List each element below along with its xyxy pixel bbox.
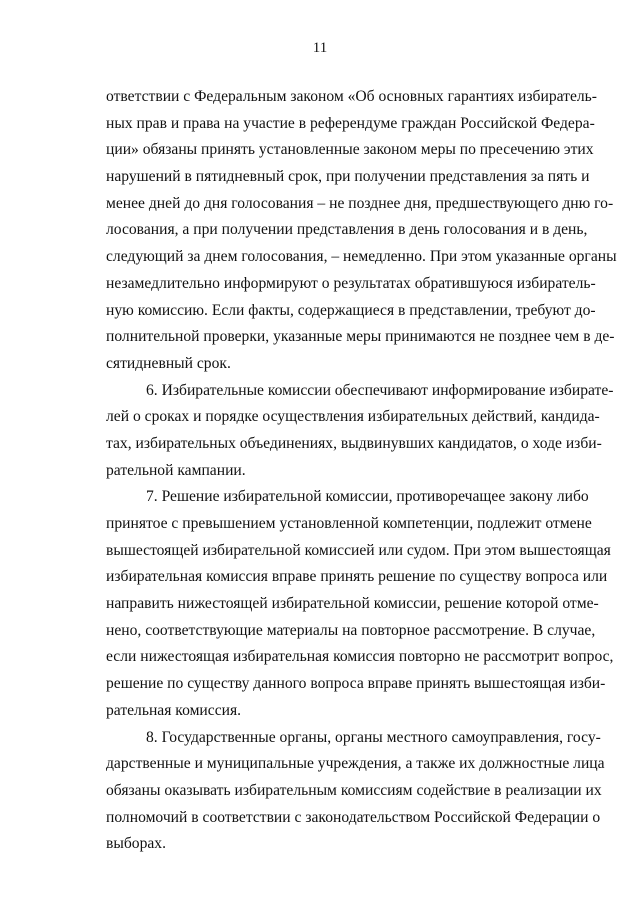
paragraph-continuation — [106, 84, 617, 378]
text-line: незамедлительно информируют о результатах обратившуюся избиратель- — [106, 274, 596, 292]
text-line: рательная комиссия. — [106, 701, 242, 719]
text-line: избирательная комиссия вправе принять решение по существу вопроса или — [106, 568, 608, 586]
text-line: ответствии с Федеральным законом «Об основных гарантиях избиратель- — [106, 88, 597, 105]
text-line: нено, соответствующие материалы на повторное рассмотрение. В случае, — [106, 621, 596, 639]
text-line: решение по существу данного вопроса вправе принять вышестоящая изби- — [106, 675, 606, 693]
page-number: 11 — [312, 40, 328, 56]
text-line: ции» обязаны принять установленные законом меры по пресечению этих — [106, 141, 594, 159]
text-line: 6. Избирательные комиссии обеспечивают информирование избирате- — [146, 381, 614, 399]
paragraph-item-8 — [106, 725, 605, 858]
text-line: полнительной проверки, указанные меры принимаются не позднее чем в де- — [106, 328, 615, 346]
text-line: ную комиссию. Если факты, содержащиеся в представлении, требуют до- — [106, 301, 596, 319]
text-line: рательной кампании. — [106, 461, 246, 479]
text-line: следующий за днем голосования, – немедленно. При этом указанные органы — [106, 248, 617, 266]
text-line: дарственные и муниципальные учреждения, а также их должностные лица — [106, 755, 605, 773]
text-line: если нижестоящая избирательная комиссия повторно не рассмотрит вопрос, — [106, 648, 614, 666]
text-line: ных прав и права на участие в референдуме граждан Российской Федера- — [106, 114, 595, 132]
text-line: полномочий в соответствии с законодательством Российской Федерации о — [106, 808, 601, 826]
document-body — [106, 84, 617, 858]
text-line: направить нижестоящей избирательной комиссии, решение которой отме- — [106, 595, 599, 613]
text-line: выборах. — [106, 835, 166, 853]
text-line: обязаны оказывать избирательным комиссиям содействие в реализации их — [106, 781, 602, 799]
text-line: 8. Государственные органы, органы местного самоуправления, госу- — [146, 728, 601, 746]
text-line: менее дней до дня голосования – не позднее дня, предшествующего дню го- — [106, 194, 614, 212]
text-line: тах, избирательных объединениях, выдвинувших кандидатов, о ходе изби- — [106, 434, 602, 452]
text-line: 7. Решение избирательной комиссии, противоречащее закону либо — [146, 488, 589, 506]
paragraph-item-7 — [106, 484, 614, 724]
paragraph-item-6 — [106, 378, 614, 485]
text-line: лей о сроках и порядке осуществления избирательных действий, кандида- — [106, 408, 600, 426]
text-line: вышестоящей избирательной комиссией или судом. При этом вышестоящая — [106, 541, 611, 559]
text-line: нарушений в пятидневный срок, при получении представления за пять и — [106, 168, 590, 186]
text-line: сятидневный срок. — [106, 354, 231, 372]
text-line: лосования, а при получении представления в день голосования и в день, — [106, 221, 588, 239]
text-line: принятое с превышением установленной компетенции, подлежит отмене — [106, 515, 592, 532]
